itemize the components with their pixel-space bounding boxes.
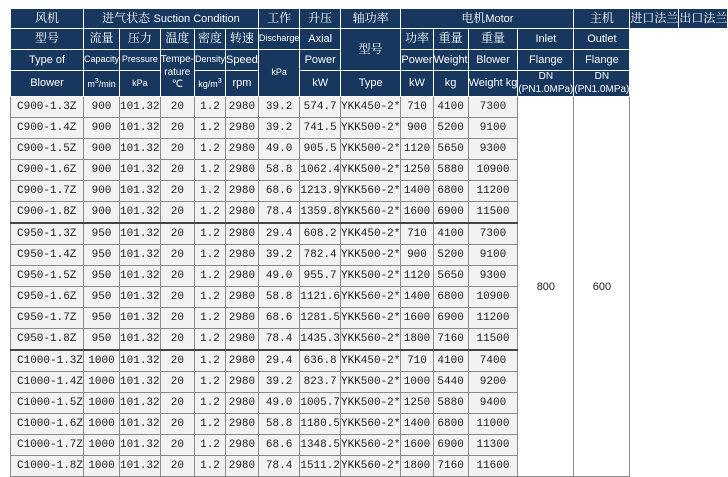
cell-discharge: 29.4 bbox=[258, 350, 300, 372]
header-motor-weight-unit: kg bbox=[433, 71, 468, 97]
header-main-weight-cn1: 主机 bbox=[574, 9, 630, 29]
cell-model: C1000-1.5Z bbox=[11, 393, 84, 414]
cell-density: 1.2 bbox=[195, 160, 226, 181]
cell-model: C1000-1.3Z bbox=[11, 350, 84, 372]
cell-speed: 2980 bbox=[226, 456, 259, 477]
cell-main-weight: 11200 bbox=[468, 308, 518, 329]
cell-temperature: 20 bbox=[160, 393, 194, 414]
cell-pressure: 101.32 bbox=[120, 181, 161, 202]
cell-pressure: 101.32 bbox=[120, 350, 161, 372]
cell-flow: 950 bbox=[84, 223, 120, 245]
cell-motor-type: YKK560-2* bbox=[340, 287, 400, 308]
cell-density: 1.2 bbox=[195, 414, 226, 435]
cell-motor-weight: 4100 bbox=[433, 223, 468, 245]
cell-axial-power: 636.8 bbox=[300, 350, 341, 372]
cell-speed: 2980 bbox=[226, 414, 259, 435]
cell-discharge: 78.4 bbox=[258, 329, 300, 351]
cell-temperature: 20 bbox=[160, 435, 194, 456]
cell-temperature: 20 bbox=[160, 245, 194, 266]
header-inlet-flange-dn: DN (PN1.0MPa) bbox=[518, 71, 574, 95]
header-main-weight-en1: Blower bbox=[468, 50, 518, 71]
cell-motor-power: 1400 bbox=[401, 414, 433, 435]
cell-density: 1.2 bbox=[195, 350, 226, 372]
cell-model: C900-1.7Z bbox=[11, 181, 84, 202]
cell-temperature: 20 bbox=[160, 308, 194, 329]
cell-temperature: 20 bbox=[160, 202, 194, 224]
cell-density: 1.2 bbox=[195, 266, 226, 287]
cell-main-weight: 7300 bbox=[468, 223, 518, 245]
cell-model: C1000-1.7Z bbox=[11, 435, 84, 456]
header-pressure-unit: kPa bbox=[120, 71, 161, 97]
cell-axial-power: 1062.4 bbox=[300, 160, 341, 181]
cell-density: 1.2 bbox=[195, 139, 226, 160]
cell-axial-power: 1005.7 bbox=[300, 393, 341, 414]
cell-pressure: 101.32 bbox=[120, 97, 161, 118]
cell-motor-type: YKK500-2* bbox=[340, 245, 400, 266]
cell-model: C950-1.3Z bbox=[11, 223, 84, 245]
cell-motor-power: 1800 bbox=[401, 456, 433, 477]
cell-motor-type: YKK560-2* bbox=[340, 202, 400, 224]
cell-flow: 900 bbox=[84, 202, 120, 224]
cell-speed: 2980 bbox=[226, 372, 259, 393]
cell-temperature: 20 bbox=[160, 372, 194, 393]
cell-motor-type: YKK500-2* bbox=[340, 393, 400, 414]
header-axial-power-en1: Axial bbox=[300, 29, 341, 50]
cell-pressure: 101.32 bbox=[120, 393, 161, 414]
cell-density: 1.2 bbox=[195, 223, 226, 245]
cell-motor-power: 1120 bbox=[401, 139, 433, 160]
cell-speed: 2980 bbox=[226, 202, 259, 224]
cell-density: 1.2 bbox=[195, 435, 226, 456]
cell-motor-power: 710 bbox=[401, 223, 433, 245]
cell-motor-power: 1250 bbox=[401, 393, 433, 414]
cell-flow: 950 bbox=[84, 329, 120, 351]
cell-discharge: 49.0 bbox=[258, 393, 300, 414]
cell-motor-type: YKK500-2* bbox=[340, 160, 400, 181]
cell-speed: 2980 bbox=[226, 393, 259, 414]
header-speed-cn2: 转速 bbox=[226, 29, 259, 50]
cell-motor-power: 1400 bbox=[401, 181, 433, 202]
inlet-flange-dn-value: 800 bbox=[518, 97, 574, 477]
header-main-weight-cn2: 重量 bbox=[468, 29, 518, 50]
cell-motor-power: 710 bbox=[401, 350, 433, 372]
header-flow-cn: 流量 bbox=[84, 29, 120, 50]
cell-density: 1.2 bbox=[195, 308, 226, 329]
cell-axial-power: 823.7 bbox=[300, 372, 341, 393]
cell-flow: 1000 bbox=[84, 372, 120, 393]
header-density-unit: $kg/m^3$ bbox=[195, 71, 226, 97]
header-motor-type: 型号 bbox=[340, 29, 400, 71]
cell-speed: 2980 bbox=[226, 118, 259, 139]
cell-motor-type: YKK450-2* bbox=[340, 97, 400, 118]
cell-motor-weight: 5880 bbox=[433, 393, 468, 414]
header-pressure-cn: 压力 bbox=[120, 29, 161, 50]
cell-motor-type: YKK500-2* bbox=[340, 139, 400, 160]
cell-axial-power: 1213.9 bbox=[300, 181, 341, 202]
cell-main-weight: 9200 bbox=[468, 372, 518, 393]
cell-model: C900-1.8Z bbox=[11, 202, 84, 224]
cell-pressure: 101.32 bbox=[120, 414, 161, 435]
cell-motor-type: YKK500-2* bbox=[340, 372, 400, 393]
cell-main-weight: 9100 bbox=[468, 118, 518, 139]
header-motor-weight-cn: 重量 bbox=[433, 29, 468, 50]
cell-speed: 2980 bbox=[226, 287, 259, 308]
cell-speed: 2980 bbox=[226, 266, 259, 287]
cell-motor-power: 900 bbox=[401, 245, 433, 266]
cell-motor-type: YKK560-2* bbox=[340, 181, 400, 202]
header-speed-en: Speed bbox=[226, 50, 259, 71]
cell-pressure: 101.32 bbox=[120, 266, 161, 287]
cell-main-weight: 9100 bbox=[468, 245, 518, 266]
cell-motor-weight: 6800 bbox=[433, 287, 468, 308]
cell-model: C1000-1.4Z bbox=[11, 372, 84, 393]
cell-main-weight: 11300 bbox=[468, 435, 518, 456]
header-discharge-unit: kPa bbox=[258, 50, 300, 97]
cell-discharge: 68.6 bbox=[258, 308, 300, 329]
cell-discharge: 68.6 bbox=[258, 181, 300, 202]
cell-flow: 1000 bbox=[84, 435, 120, 456]
cell-flow: 950 bbox=[84, 266, 120, 287]
cell-motor-power: 900 bbox=[401, 118, 433, 139]
cell-model: C950-1.5Z bbox=[11, 266, 84, 287]
cell-discharge: 78.4 bbox=[258, 202, 300, 224]
cell-main-weight: 7400 bbox=[468, 350, 518, 372]
cell-motor-weight: 4100 bbox=[433, 350, 468, 372]
cell-motor-weight: 6800 bbox=[433, 414, 468, 435]
cell-temperature: 20 bbox=[160, 350, 194, 372]
header-speed-cn1: 工作 bbox=[258, 9, 300, 29]
cell-motor-weight: 6900 bbox=[433, 308, 468, 329]
header-inlet-flange-en2: Flange bbox=[518, 50, 574, 71]
cell-density: 1.2 bbox=[195, 118, 226, 139]
cell-motor-weight: 4100 bbox=[433, 97, 468, 118]
cell-temperature: 20 bbox=[160, 329, 194, 351]
header-outlet-flange-dn: DN (PN1.0MPa) bbox=[574, 71, 630, 95]
cell-temperature: 20 bbox=[160, 287, 194, 308]
cell-motor-type: YKK450-2* bbox=[340, 350, 400, 372]
header-flow-unit: $m^3/\min$ bbox=[84, 71, 120, 97]
cell-temperature: 20 bbox=[160, 181, 194, 202]
cell-speed: 2980 bbox=[226, 160, 259, 181]
cell-main-weight: 11500 bbox=[468, 329, 518, 351]
cell-density: 1.2 bbox=[195, 202, 226, 224]
cell-model: C950-1.4Z bbox=[11, 245, 84, 266]
cell-flow: 950 bbox=[84, 287, 120, 308]
cell-motor-weight: 5880 bbox=[433, 160, 468, 181]
cell-flow: 950 bbox=[84, 308, 120, 329]
cell-density: 1.2 bbox=[195, 181, 226, 202]
cell-motor-type: YKK560-2* bbox=[340, 456, 400, 477]
cell-density: 1.2 bbox=[195, 393, 226, 414]
cell-flow: 1000 bbox=[84, 414, 120, 435]
header-blower-en1: Type of bbox=[11, 50, 84, 71]
cell-density: 1.2 bbox=[195, 372, 226, 393]
outlet-flange-dn-value: 600 bbox=[574, 97, 630, 477]
cell-pressure: 101.32 bbox=[120, 329, 161, 351]
cell-motor-weight: 5200 bbox=[433, 245, 468, 266]
cell-motor-weight: 6900 bbox=[433, 202, 468, 224]
cell-flow: 900 bbox=[84, 118, 120, 139]
cell-model: C900-1.3Z bbox=[11, 97, 84, 118]
cell-motor-power: 1600 bbox=[401, 308, 433, 329]
cell-discharge: 49.0 bbox=[258, 139, 300, 160]
cell-speed: 2980 bbox=[226, 181, 259, 202]
header-blower-en2: Blower bbox=[11, 71, 84, 97]
cell-main-weight: 11000 bbox=[468, 414, 518, 435]
cell-motor-weight: 6900 bbox=[433, 435, 468, 456]
cell-main-weight: 7300 bbox=[468, 97, 518, 118]
header-outlet-flange-en2: Flange bbox=[574, 50, 630, 71]
cell-axial-power: 905.5 bbox=[300, 139, 341, 160]
header-motor-power-en: Power bbox=[401, 50, 433, 71]
cell-motor-power: 1600 bbox=[401, 202, 433, 224]
cell-main-weight: 9300 bbox=[468, 266, 518, 287]
cell-discharge: 58.8 bbox=[258, 160, 300, 181]
spec-table-body bbox=[11, 97, 728, 477]
cell-model: C950-1.6Z bbox=[11, 287, 84, 308]
cell-temperature: 20 bbox=[160, 266, 194, 287]
header-flow-en: Capacity bbox=[84, 50, 120, 71]
cell-temperature: 20 bbox=[160, 118, 194, 139]
cell-motor-weight: 7160 bbox=[433, 329, 468, 351]
header-inlet-flange-cn: 进口法兰 bbox=[630, 9, 679, 29]
cell-motor-power: 1600 bbox=[401, 435, 433, 456]
cell-model: C1000-1.6Z bbox=[11, 414, 84, 435]
cell-motor-weight: 7160 bbox=[433, 456, 468, 477]
cell-axial-power: 1359.8 bbox=[300, 202, 341, 224]
cell-pressure: 101.32 bbox=[120, 308, 161, 329]
cell-discharge: 39.2 bbox=[258, 118, 300, 139]
cell-motor-type: YKK560-2* bbox=[340, 329, 400, 351]
cell-speed: 2980 bbox=[226, 329, 259, 351]
cell-discharge: 39.2 bbox=[258, 245, 300, 266]
header-density-en: Density bbox=[195, 50, 226, 71]
cell-motor-weight: 5440 bbox=[433, 372, 468, 393]
header-motor-weight-en: Weight bbox=[433, 50, 468, 71]
header-axial-power-unit: kW bbox=[300, 71, 341, 97]
header-speed-unit: rpm bbox=[226, 71, 259, 97]
cell-motor-weight: 5650 bbox=[433, 139, 468, 160]
cell-model: C900-1.4Z bbox=[11, 118, 84, 139]
blower-spec-table bbox=[10, 8, 728, 477]
cell-motor-type: YKK560-2* bbox=[340, 308, 400, 329]
cell-temperature: 20 bbox=[160, 414, 194, 435]
header-main-weight-en2-unit: Weight kg bbox=[468, 71, 518, 97]
cell-flow: 950 bbox=[84, 245, 120, 266]
cell-model: C1000-1.8Z bbox=[11, 456, 84, 477]
cell-main-weight: 11600 bbox=[468, 456, 518, 477]
cell-speed: 2980 bbox=[226, 245, 259, 266]
cell-discharge: 29.4 bbox=[258, 223, 300, 245]
cell-speed: 2980 bbox=[226, 435, 259, 456]
cell-flow: 900 bbox=[84, 97, 120, 118]
cell-flow: 900 bbox=[84, 160, 120, 181]
cell-flow: 1000 bbox=[84, 350, 120, 372]
cell-flow: 900 bbox=[84, 181, 120, 202]
header-discharge-cn: 升压 bbox=[300, 9, 341, 29]
cell-motor-type: YKK560-2* bbox=[340, 414, 400, 435]
header-outlet-flange-en1: Outlet bbox=[574, 29, 630, 50]
cell-pressure: 101.32 bbox=[120, 202, 161, 224]
header-blower-cn: 风机 bbox=[11, 9, 84, 29]
cell-temperature: 20 bbox=[160, 160, 194, 181]
header-blower-type-cn: 型号 bbox=[11, 29, 84, 50]
cell-density: 1.2 bbox=[195, 287, 226, 308]
cell-pressure: 101.32 bbox=[120, 372, 161, 393]
cell-axial-power: 955.7 bbox=[300, 266, 341, 287]
header-motor-power-unit: kW bbox=[401, 71, 433, 97]
cell-motor-weight: 5650 bbox=[433, 266, 468, 287]
cell-flow: 1000 bbox=[84, 456, 120, 477]
cell-main-weight: 9400 bbox=[468, 393, 518, 414]
cell-density: 1.2 bbox=[195, 456, 226, 477]
cell-temperature: 20 bbox=[160, 456, 194, 477]
cell-axial-power: 574.7 bbox=[300, 97, 341, 118]
cell-main-weight: 10900 bbox=[468, 287, 518, 308]
cell-motor-weight: 5200 bbox=[433, 118, 468, 139]
cell-speed: 2980 bbox=[226, 350, 259, 372]
header-pressure-en: Pressure bbox=[120, 50, 161, 71]
cell-pressure: 101.32 bbox=[120, 287, 161, 308]
cell-discharge: 68.6 bbox=[258, 435, 300, 456]
cell-speed: 2980 bbox=[226, 223, 259, 245]
cell-pressure: 101.32 bbox=[120, 223, 161, 245]
header-motor-power-cn: 功率 bbox=[401, 29, 433, 50]
cell-motor-weight: 6800 bbox=[433, 181, 468, 202]
cell-temperature: 20 bbox=[160, 223, 194, 245]
header-outlet-flange-cn: 出口法兰 bbox=[679, 9, 728, 29]
cell-main-weight: 11500 bbox=[468, 202, 518, 224]
cell-discharge: 49.0 bbox=[258, 266, 300, 287]
header-motor-type-en: Type bbox=[340, 71, 400, 97]
cell-axial-power: 741.5 bbox=[300, 118, 341, 139]
cell-axial-power: 1348.5 bbox=[300, 435, 341, 456]
cell-model: C950-1.8Z bbox=[11, 329, 84, 351]
cell-discharge: 39.2 bbox=[258, 97, 300, 118]
cell-temperature: 20 bbox=[160, 97, 194, 118]
header-suction-group: 进气状态 Suction Condition bbox=[84, 9, 259, 29]
cell-density: 1.2 bbox=[195, 329, 226, 351]
cell-speed: 2980 bbox=[226, 139, 259, 160]
cell-discharge: 58.8 bbox=[258, 287, 300, 308]
cell-speed: 2980 bbox=[226, 308, 259, 329]
cell-axial-power: 1281.5 bbox=[300, 308, 341, 329]
cell-motor-power: 1000 bbox=[401, 372, 433, 393]
cell-motor-power: 1120 bbox=[401, 266, 433, 287]
header-discharge-en: Discharge bbox=[258, 29, 300, 50]
cell-axial-power: 1121.6 bbox=[300, 287, 341, 308]
cell-model: C900-1.5Z bbox=[11, 139, 84, 160]
cell-motor-power: 1400 bbox=[401, 287, 433, 308]
cell-pressure: 101.32 bbox=[120, 139, 161, 160]
cell-motor-type: YKK560-2* bbox=[340, 435, 400, 456]
cell-pressure: 101.32 bbox=[120, 245, 161, 266]
cell-axial-power: 1435.3 bbox=[300, 329, 341, 351]
cell-discharge: 39.2 bbox=[258, 372, 300, 393]
cell-main-weight: 10900 bbox=[468, 160, 518, 181]
cell-model: C900-1.6Z bbox=[11, 160, 84, 181]
header-density-cn: 密度 bbox=[195, 29, 226, 50]
header-axial-power-cn: 轴功率 bbox=[340, 9, 400, 29]
table-row bbox=[11, 97, 728, 118]
cell-motor-power: 1800 bbox=[401, 329, 433, 351]
cell-model: C950-1.7Z bbox=[11, 308, 84, 329]
cell-motor-type: YKK500-2* bbox=[340, 118, 400, 139]
cell-pressure: 101.32 bbox=[120, 456, 161, 477]
cell-main-weight: 9300 bbox=[468, 139, 518, 160]
cell-main-weight: 11200 bbox=[468, 181, 518, 202]
header-inlet-flange-en1: Inlet bbox=[518, 29, 574, 50]
cell-discharge: 58.8 bbox=[258, 414, 300, 435]
cell-pressure: 101.32 bbox=[120, 118, 161, 139]
header-motor-group: 电机Motor bbox=[401, 9, 574, 29]
cell-motor-type: YKK450-2* bbox=[340, 223, 400, 245]
cell-motor-power: 710 bbox=[401, 97, 433, 118]
cell-speed: 2980 bbox=[226, 97, 259, 118]
cell-pressure: 101.32 bbox=[120, 435, 161, 456]
cell-axial-power: 608.2 bbox=[300, 223, 341, 245]
header-temperature-en: Tempe- rature ℃ bbox=[160, 50, 194, 97]
cell-discharge: 78.4 bbox=[258, 456, 300, 477]
cell-temperature: 20 bbox=[160, 139, 194, 160]
cell-axial-power: 782.4 bbox=[300, 245, 341, 266]
cell-pressure: 101.32 bbox=[120, 160, 161, 181]
cell-density: 1.2 bbox=[195, 245, 226, 266]
header-temperature-cn: 温度 bbox=[160, 29, 194, 50]
cell-flow: 900 bbox=[84, 139, 120, 160]
cell-motor-type: YKK500-2* bbox=[340, 266, 400, 287]
cell-density: 1.2 bbox=[195, 97, 226, 118]
cell-axial-power: 1511.2 bbox=[300, 456, 341, 477]
cell-flow: 1000 bbox=[84, 393, 120, 414]
header-axial-power-en2: Power bbox=[300, 50, 341, 71]
cell-motor-power: 1250 bbox=[401, 160, 433, 181]
cell-axial-power: 1180.5 bbox=[300, 414, 341, 435]
